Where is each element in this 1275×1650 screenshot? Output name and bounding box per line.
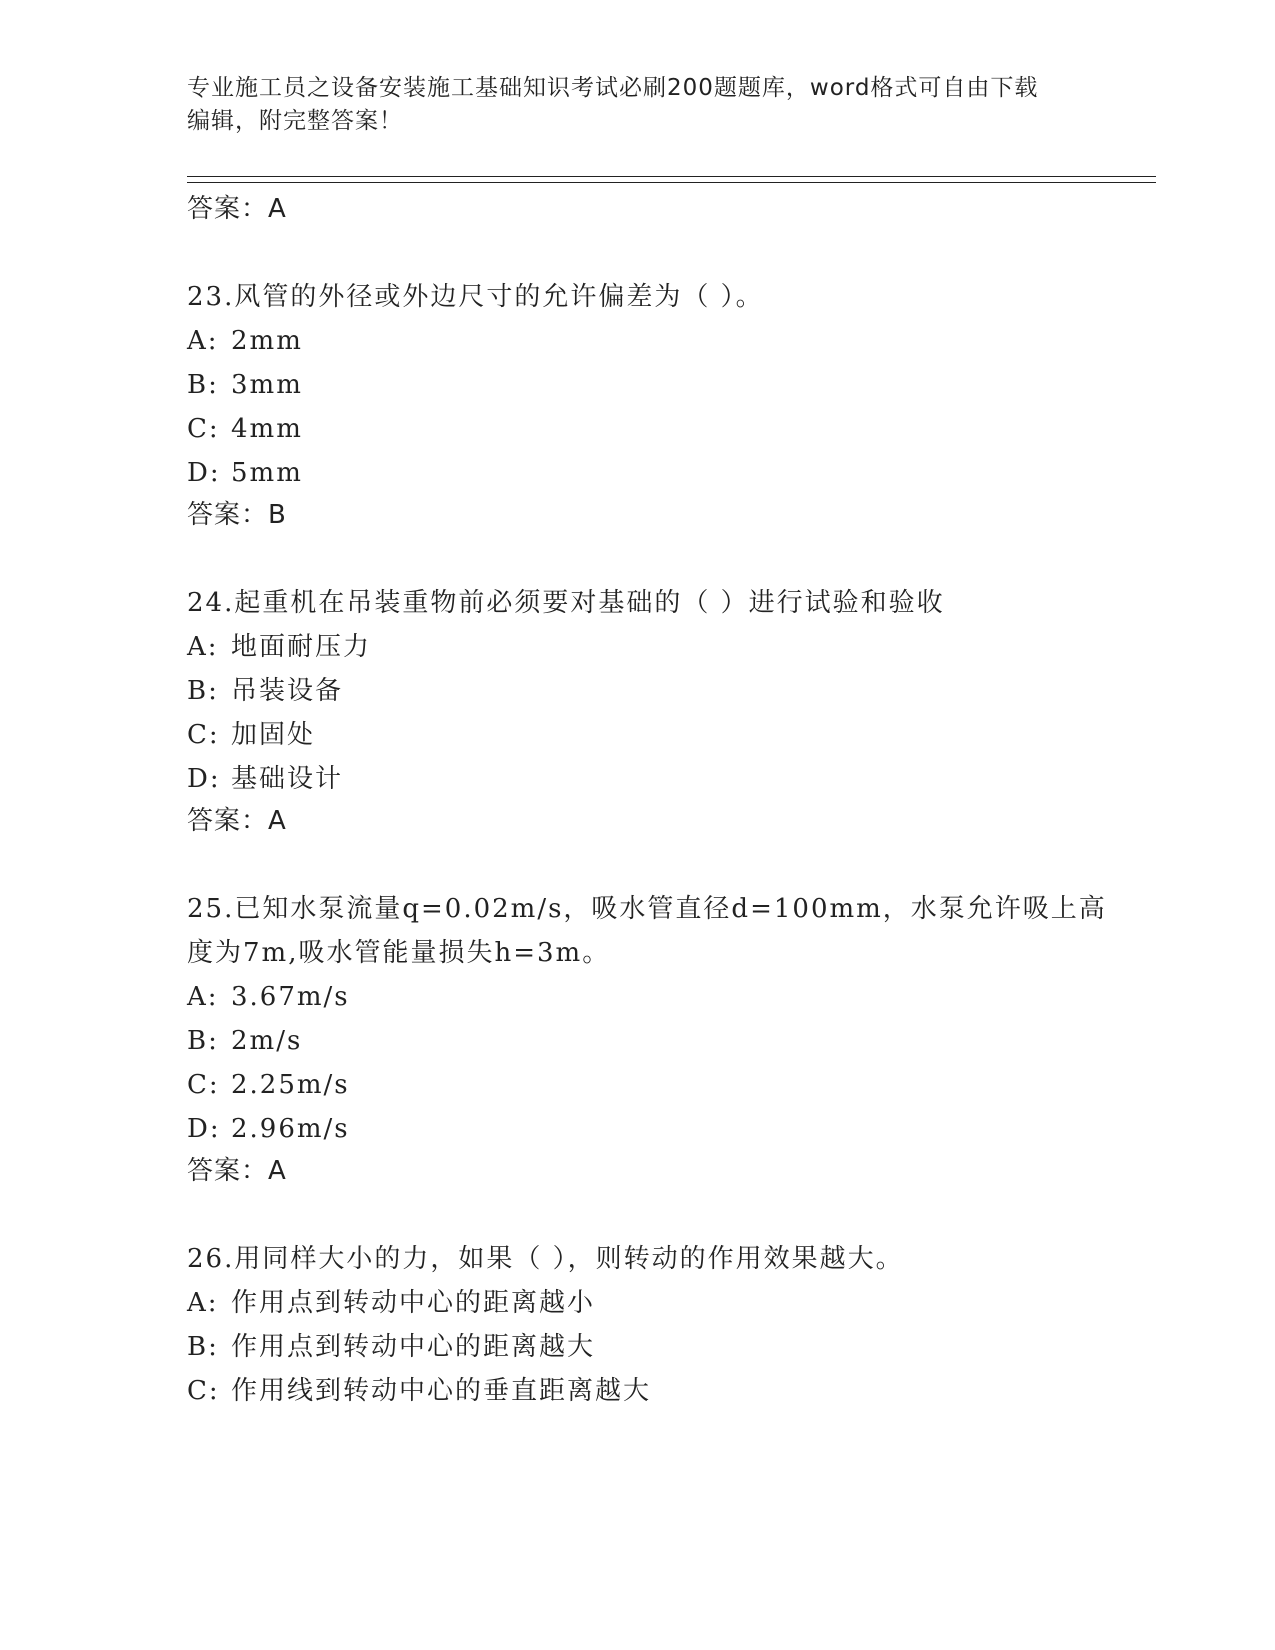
question-26-option-b	[187, 1330, 595, 1364]
option-text: 3.67m/s	[231, 982, 350, 1012]
option-letter: D:	[187, 458, 221, 488]
previous-answer: 答案：A	[187, 194, 287, 224]
question-23-option-c	[187, 412, 303, 446]
option-letter: C:	[187, 1070, 220, 1100]
option-letter: C:	[187, 720, 220, 750]
option-text: 作用点到转动中心的距离越大	[231, 1332, 596, 1362]
question-23-option-a	[187, 324, 303, 358]
option-letter: D:	[187, 1114, 221, 1144]
header-divider-top	[187, 176, 1156, 177]
option-text: 3mm	[231, 370, 303, 400]
question-24-answer: 答案：A	[187, 806, 287, 836]
option-letter: C:	[187, 1376, 220, 1406]
option-text: 4mm	[231, 414, 303, 444]
option-text: 作用线到转动中心的垂直距离越大	[231, 1376, 652, 1406]
question-25-option-b	[187, 1024, 302, 1058]
option-text: 2m/s	[231, 1026, 303, 1056]
option-text: 5mm	[231, 458, 303, 488]
question-24-option-a	[187, 630, 371, 664]
document-header	[187, 72, 1087, 138]
option-letter: A:	[187, 982, 219, 1012]
option-letter: C:	[187, 414, 220, 444]
question-24-option-d	[187, 762, 343, 796]
option-letter: B:	[187, 676, 219, 706]
option-letter: A:	[187, 326, 219, 356]
question-24-text: 24.起重机在吊装重物前必须要对基础的（ ）进行试验和验收	[187, 588, 945, 618]
option-letter: D:	[187, 764, 221, 794]
question-25-option-c	[187, 1068, 350, 1102]
option-text: 2mm	[231, 326, 303, 356]
question-23-answer: 答案：B	[187, 500, 287, 530]
option-text: 基础设计	[231, 764, 344, 794]
question-25-text-line-2: 度为7m,吸水管能量损失h=3m。	[187, 938, 611, 968]
option-text: 加固处	[231, 720, 316, 750]
question-25-option-d	[187, 1112, 350, 1146]
question-23-text: 23.风管的外径或外边尺寸的允许偏差为（ ）。	[187, 282, 764, 312]
option-text: 2.96m/s	[231, 1114, 350, 1144]
question-26-option-c	[187, 1374, 651, 1408]
header-line-2: 编辑，附完整答案！	[187, 108, 403, 134]
header-line-1: 专业施工员之设备安装施工基础知识考试必刷200题题库，word格式可自由下载	[187, 75, 1039, 101]
option-text: 地面耐压力	[231, 632, 372, 662]
question-26-text: 26.用同样大小的力，如果（ ），则转动的作用效果越大。	[187, 1244, 904, 1274]
question-23-option-d	[187, 456, 303, 490]
option-letter: A:	[187, 1288, 219, 1318]
question-24-option-b	[187, 674, 343, 708]
option-letter: B:	[187, 1332, 219, 1362]
option-letter: B:	[187, 1026, 219, 1056]
header-divider-bottom	[187, 182, 1156, 183]
question-23-option-b	[187, 368, 303, 402]
question-24-option-c	[187, 718, 315, 752]
option-text: 吊装设备	[231, 676, 344, 706]
option-text: 2.25m/s	[231, 1070, 350, 1100]
question-26-option-a	[187, 1286, 595, 1320]
option-letter: A:	[187, 632, 219, 662]
question-25-text-line-1: 25.已知水泵流量q=0.02m/s，吸水管直径d=100mm，水泵允许吸上高	[187, 894, 1107, 924]
option-text: 作用点到转动中心的距离越小	[231, 1288, 596, 1318]
option-letter: B:	[187, 370, 219, 400]
question-25-answer: 答案：A	[187, 1156, 287, 1186]
question-25-option-a	[187, 980, 350, 1014]
